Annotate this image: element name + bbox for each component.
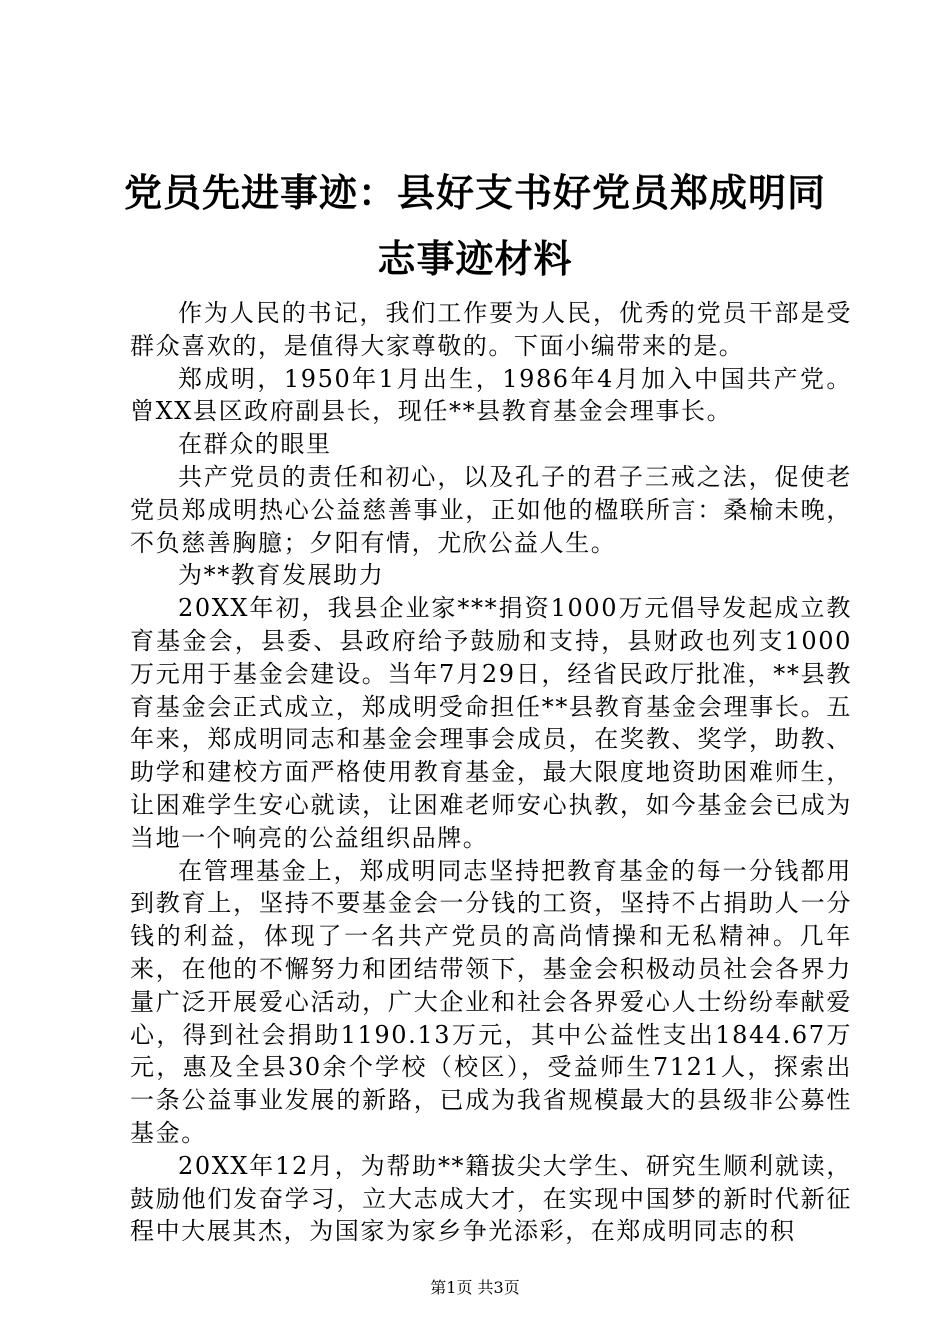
page-number-footer: 第1页 共3页 [430, 1278, 520, 1297]
document-body [130, 297, 852, 1248]
section-heading-public-eyes: 在群众的眼里 [178, 430, 332, 459]
paragraph-profile: 郑成明，1950年1月出生，1986年4月加入中国共产党。曾XX县区政府副县长，现任**县教育基金会理事长。 [130, 364, 852, 426]
document-title: 党员先进事迹：县好支书好党员郑成明同志事迹材料 [123, 171, 826, 281]
paragraph-foundation-establishment: 20XX年初，我县企业家***捐资1000万元倡导发起成立教育基金会，县委、县政府给予鼓励和支持，县财政也列支1000万元用于基金会建设。当年7月29日，经省民政厅批准，**县教育基金会正式成立，郑成明受命担任**县教育基金会理事长。五年来，郑成明同志和基金会理事会成员，在奖教、奖学，助教、助学和建校方面严格使用教育基金，最大限度地资助困难师生，让困难学生安心就读，让困难老师安心执教，如今基金会已成为当地一个响亮的公益组织品牌。 [130, 594, 852, 852]
paragraph-intro: 作为人民的书记，我们工作要为人民，优秀的党员干部是受群众喜欢的，是值得大家尊敬的。下面小编带来的是。 [130, 299, 852, 360]
paragraph-fund-management: 在管理基金上，郑成明同志坚持把教育基金的每一分钱都用到教育上，坚持不要基金会一分钱的工资，坚持不占捐助人一分钱的利益，体现了一名共产党员的高尚情操和无私精神。几年来，在他的不懈努力和团结带领下，基金会积极动员社会各界力量广泛开展爱心活动，广大企业和社会各界爱心人士纷纷奉献爱心，得到社会捐助1190.13万元，其中公益性支出1844.67万元，惠及全县30余个学校（校区），受益师生7121人，探索出一条公益事业发展的新路，已成为我省规模最大的县级非公募性基金。 [130, 856, 852, 1147]
paragraph-student-support: 20XX年12月，为帮助**籍拔尖大学生、研究生顺利就读，鼓励他们发奋学习，立大志成大才，在实现中国梦的新时代新征程中大展其杰，为国家为家乡争光添彩，在郑成明同志的积 [130, 1151, 852, 1246]
section-heading-education-support: 为**教育发展助力 [178, 561, 385, 590]
paragraph-charity-motivation: 共产党员的责任和初心，以及孔子的君子三戒之法，促使老党员郑成明热心公益慈善事业，正如他的楹联所言：桑榆未晚，不负慈善胸臆；夕阳有情，尤欣公益人生。 [130, 462, 852, 557]
